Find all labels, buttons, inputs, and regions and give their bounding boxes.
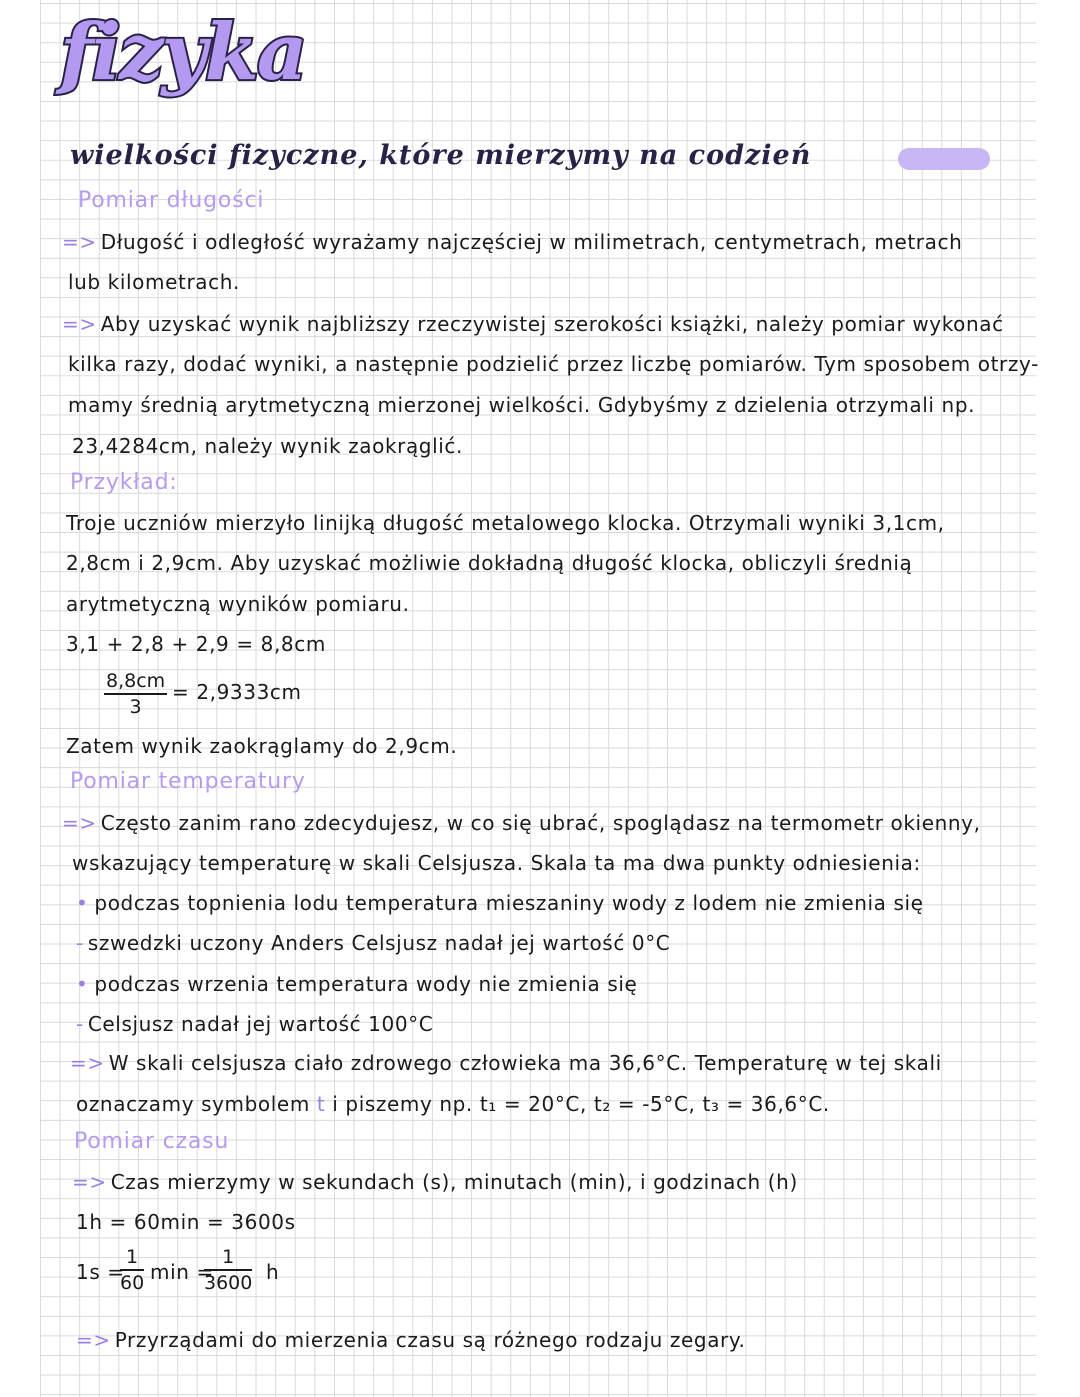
text-line: oznaczamy symbolem t i piszemy np. t₁ = 20°C, t₂ = -5°C, t₃ = 36,6°C. xyxy=(76,1092,830,1116)
text-line: => Czas mierzymy w sekundach (s), minutach (min), i godzinach (h) xyxy=(72,1170,798,1194)
text-line: wskazujący temperaturę w skali Celsjusza. Skala ta ma dwa punkty odniesienia: xyxy=(72,851,921,875)
dash-icon: - xyxy=(76,1012,84,1036)
text-line: => Długość i odległość wyrażamy najczęściej w milimetrach, centymetrach, metrach xyxy=(62,230,963,254)
arrow-icon: => xyxy=(62,811,97,835)
page-subtitle: wielkości fizyczne, które mierzymy na codzień xyxy=(70,140,812,171)
equation-hours: 1h = 60min = 3600s xyxy=(76,1210,296,1234)
page-title: fizyka xyxy=(60,7,306,98)
equation-seconds-mid: min = xyxy=(150,1260,214,1284)
marker-highlight xyxy=(898,148,990,170)
page-margin-left xyxy=(0,0,40,1397)
fraction-1-3600 xyxy=(204,1248,252,1293)
fraction-numerator: 1 xyxy=(204,1248,252,1271)
temperature-symbol: t xyxy=(316,1092,326,1116)
text-line: lub kilometrach. xyxy=(68,270,240,294)
section-heading-time: Pomiar czasu xyxy=(74,1129,230,1154)
bullet-item: • podczas topnienia lodu temperatura mieszaniny wody z lodem nie zmienia się xyxy=(76,891,924,915)
fraction-1-60 xyxy=(120,1248,144,1293)
text-line: 2,8cm i 2,9cm. Aby uzyskać możliwie dokładną długość klocka, obliczyli średnią xyxy=(66,551,913,575)
text-line: => Aby uzyskać wynik najbliższy rzeczywistej szerokości książki, należy pomiar wykonać xyxy=(62,312,1004,336)
text-line: => W skali celsjusza ciało zdrowego człowieka ma 36,6°C. Temperaturę w tej skali xyxy=(70,1051,942,1075)
page-margin-right xyxy=(1036,0,1080,1397)
dash-item: - Celsjusz nadał jej wartość 100°C xyxy=(76,1012,434,1036)
equation-sum: 3,1 + 2,8 + 2,9 = 8,8cm xyxy=(66,632,326,656)
bullet-icon: • xyxy=(76,972,89,996)
dash-icon: - xyxy=(76,931,84,955)
text-line: => Często zanim rano zdecydujesz, w co się ubrać, spoglądasz na termometr okienny, xyxy=(62,811,981,835)
text-line: arytmetyczną wyników pomiaru. xyxy=(66,592,410,616)
equation-seconds-unit: h xyxy=(266,1260,280,1284)
bullet-icon: • xyxy=(76,891,89,915)
arrow-icon: => xyxy=(72,1170,107,1194)
text-line: Troje uczniów mierzyło linijką długość metalowego klocka. Otrzymali wyniki 3,1cm, xyxy=(66,511,945,535)
arrow-icon: => xyxy=(62,230,97,254)
fraction-numerator: 1 xyxy=(120,1248,144,1271)
text-line: Zatem wynik zaokrąglamy do 2,9cm. xyxy=(66,734,458,758)
arrow-icon: => xyxy=(76,1328,111,1352)
equation-seconds-lhs: 1s = xyxy=(76,1260,125,1284)
text-line: => Przyrządami do mierzenia czasu są różnego rodzaju zegary. xyxy=(76,1328,746,1352)
section-heading-length: Pomiar długości xyxy=(78,188,265,213)
fraction-denominator: 60 xyxy=(120,1272,145,1294)
dash-item: - szwedzki uczony Anders Celsjusz nadał jej wartość 0°C xyxy=(76,931,671,955)
arrow-icon: => xyxy=(70,1051,105,1075)
example-label: Przykład: xyxy=(70,470,178,495)
arrow-icon: => xyxy=(62,312,97,336)
equation-result: = 2,9333cm xyxy=(172,680,302,704)
text-line: mamy średnią arytmetyczną mierzonej wielkości. Gdybyśmy z dzielenia otrzymali np. xyxy=(68,393,976,417)
text-line: 23,4284cm, należy wynik zaokrąglić. xyxy=(72,434,463,458)
fraction-numerator: 8,8cm xyxy=(104,672,167,695)
bullet-item: • podczas wrzenia temperatura wody nie zmienia się xyxy=(76,972,638,996)
fraction-denominator: 3 xyxy=(129,696,142,718)
section-heading-temperature: Pomiar temperatury xyxy=(70,769,306,794)
text-line: kilka razy, dodać wyniki, a następnie podzielić przez liczbę pomiarów. Tym sposobem otrzy- xyxy=(68,352,1039,376)
fraction-mean xyxy=(104,672,167,717)
fraction-denominator: 3600 xyxy=(204,1272,253,1294)
